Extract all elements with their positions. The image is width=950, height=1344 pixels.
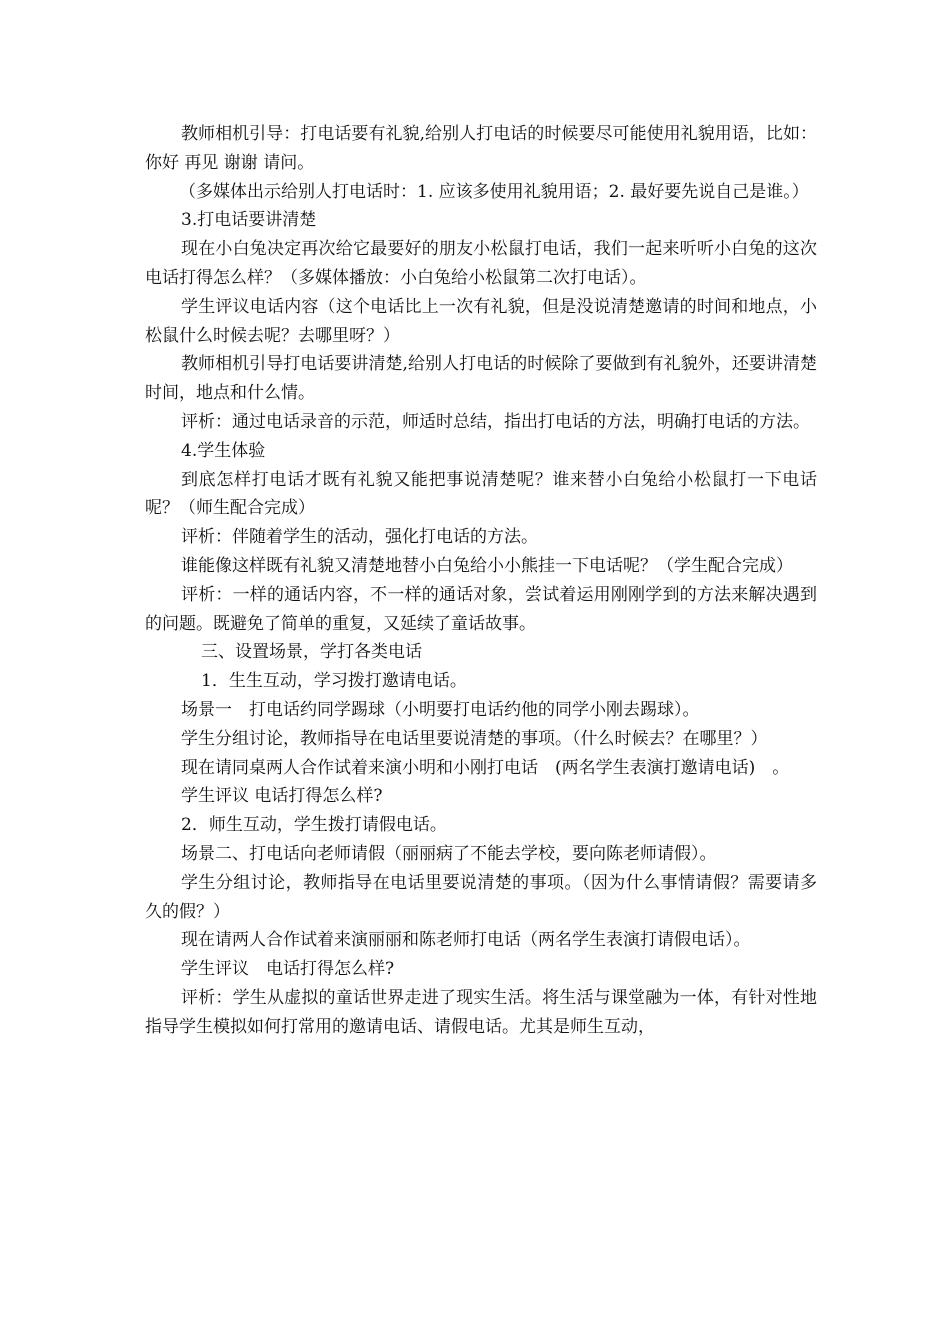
section-heading-speak-clearly: 3.打电话要讲清楚 (181, 210, 317, 231)
paragraph-scene-two: 场景二、打电话向老师请假（丽丽病了不能去学校，要向陈老师请假）。 (181, 843, 717, 864)
paragraph-scene-one: 场景一 打电话约同学踢球（小明要打电话约他的同学小刚去踢球）。 (181, 699, 700, 720)
paragraph-analysis-1: 评析：通过电话录音的示范，师适时总结，指出打电话的方法，明确打电话的方法。 (181, 411, 810, 432)
section-heading-scenes: 三、设置场景，学打各类电话 (201, 642, 422, 663)
section-heading-student-experience: 4.学生体验 (181, 440, 266, 461)
paragraph-second-call: 现在小白兔决定再次给它最要好的朋友小松鼠打电话，我们一起来听听小白兔的这次电话打得怎么样？（多媒体播放：小白兔给小松鼠第二次打电话）。 (145, 239, 817, 288)
paragraph-multimedia-tips: （多媒体出示给别人打电话时：1. 应该多使用礼貌用语；2. 最好要先说自己是谁。） (179, 181, 809, 202)
subheading-student-interaction: 1．生生互动，学习拨打邀请电话。 (201, 671, 467, 692)
paragraph-practice-bear: 谁能像这样既有礼貌又清楚地替小白兔给小小熊挂一下电话呢？（学生配合完成） (181, 555, 793, 576)
paragraph-guide-clarity: 教师相机引导打电话要讲清楚,给别人打电话的时候除了要做到有礼貌外，还要讲清楚时间，地点和什么情。 (145, 354, 817, 404)
paragraph-group-discussion-1: 学生分组讨论，教师指导在电话里要说清楚的事项。（什么时候去？在哪里？） (181, 728, 768, 749)
paragraph-analysis-3: 评析：一样的通话内容，不一样的通话对象，尝试着运用刚刚学到的方法来解决遇到的问题。既避免了简单的重复，又延续了童话故事。 (145, 584, 817, 634)
paragraph-analysis-2: 评析：伴随着学生的活动，强化打电话的方法。 (181, 527, 538, 548)
document-body (145, 120, 817, 1042)
paragraph-group-discussion-2: 学生分组讨论，教师指导在电话里要说清楚的事项。（因为什么事情请假？需要请多久的假？） (145, 872, 817, 922)
paragraph-roleplay-1: 现在请同桌两人合作试着来演小明和小刚打电话 (两名学生表演打邀请电话) 。 (181, 757, 790, 778)
paragraph-student-review-1: 学生评议 电话打得怎么样? (181, 786, 383, 807)
paragraph-practice-call: 到底怎样打电话才既有礼貌又能把事说清楚呢？谁来替小白兔给小松鼠打一下电话呢？（师生配合完成） (145, 469, 817, 519)
paragraph-analysis-4: 评析：学生从虚拟的童话世界走进了现实生活。将生活与课堂融为一体，有针对性地指导学生模拟如何打常用的邀请电话、请假电话。尤其是师生互动， (145, 987, 817, 1037)
paragraph-student-comment: 学生评议电话内容（这个电话比上一次有礼貌，但是没说清楚邀请的时间和地点，小松鼠什么时候去呢？去哪里呀？） (145, 296, 817, 346)
paragraph-guide-politeness: 教师相机引导：打电话要有礼貌,给别人打电话的时候要尽可能使用礼貌用语，比如：你好 再见 谢谢 请问。 (145, 124, 817, 173)
paragraph-roleplay-2: 现在请两人合作试着来演丽丽和陈老师打电话（两名学生表演打请假电话）。 (181, 930, 751, 951)
paragraph-student-review-2: 学生评议 电话打得怎么样? (181, 959, 395, 980)
subheading-teacher-interaction: 2．师生互动，学生拨打请假电话。 (181, 815, 447, 836)
